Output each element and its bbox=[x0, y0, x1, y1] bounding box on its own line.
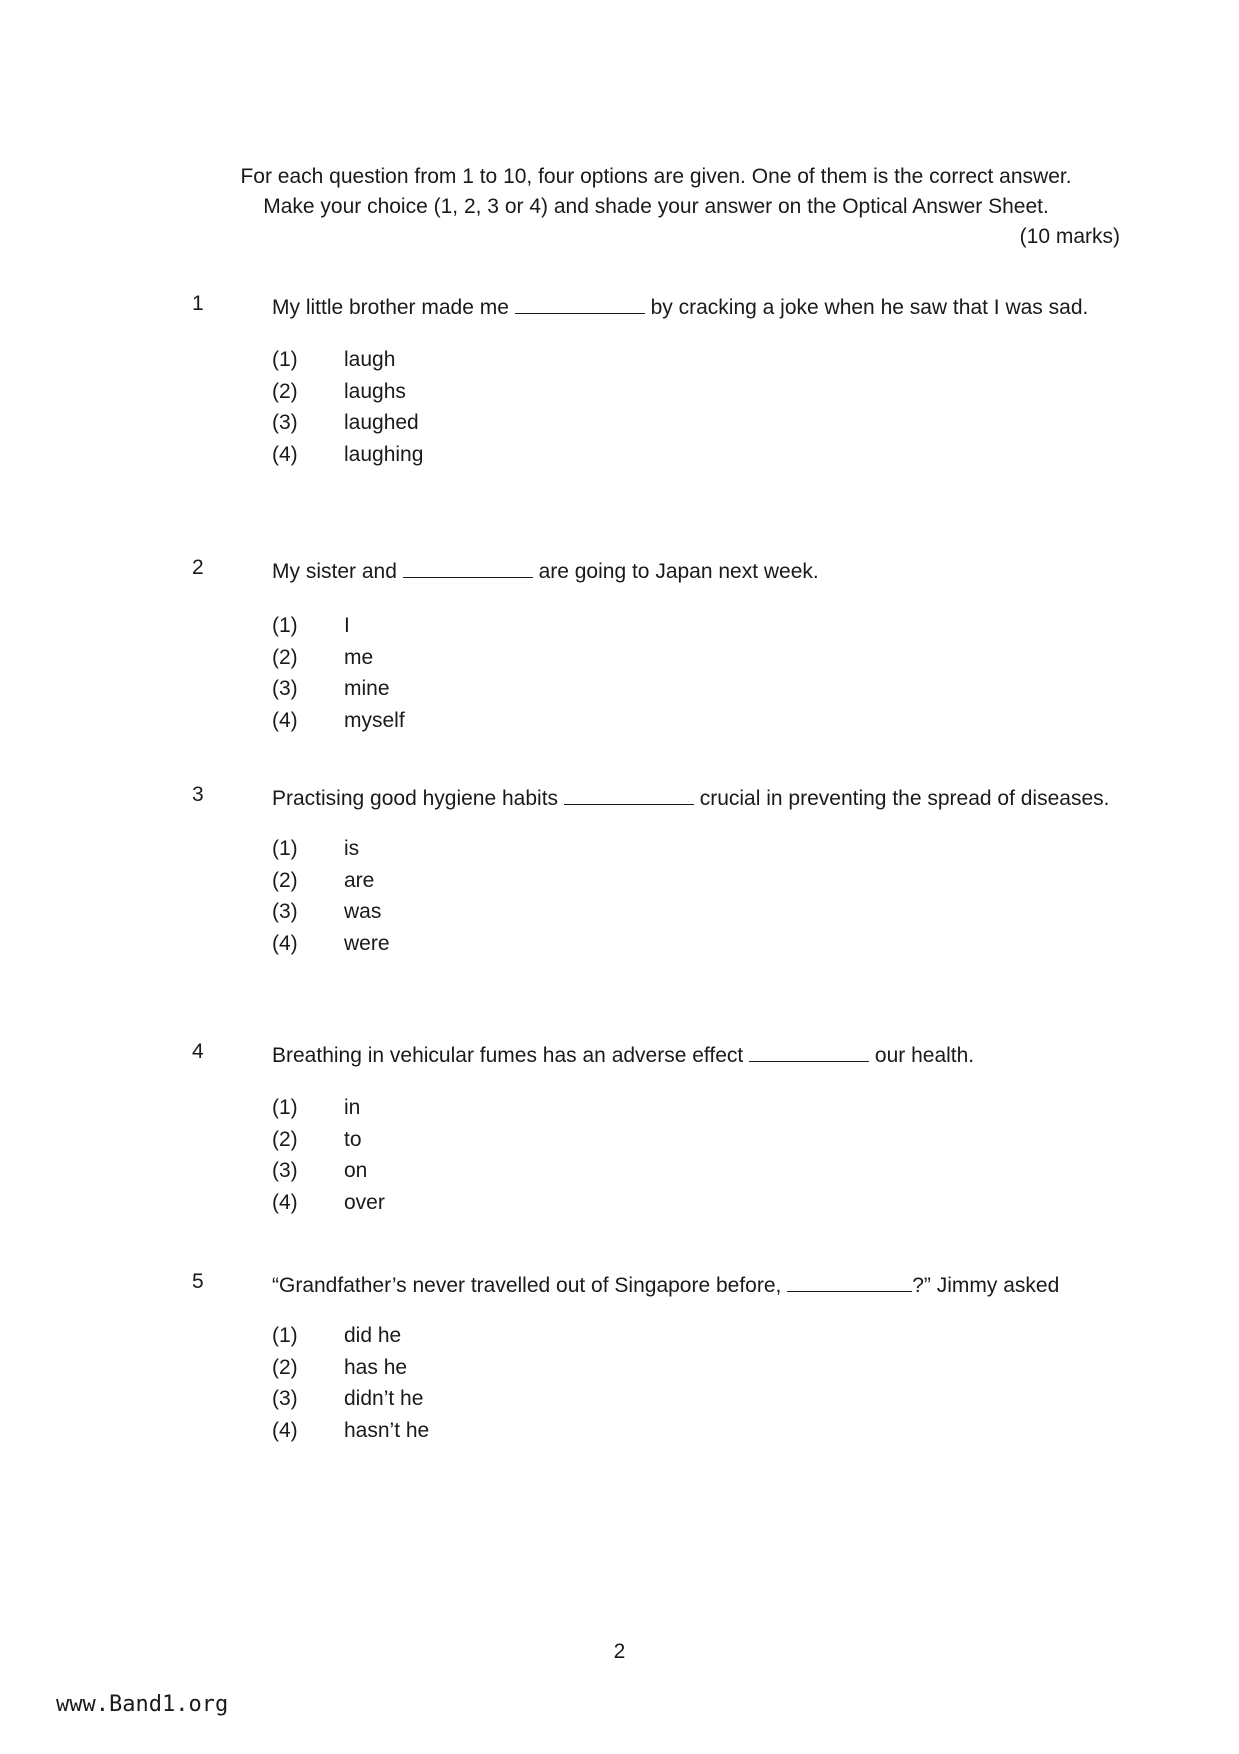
option-text: laugh bbox=[344, 348, 396, 371]
option bbox=[272, 344, 1120, 376]
option-text: myself bbox=[344, 708, 405, 732]
option-text: on bbox=[344, 1159, 368, 1182]
question-text-before: My sister and bbox=[272, 560, 397, 583]
option-text: hasn’t he bbox=[344, 1418, 430, 1442]
question-text-before: Practising good hygiene habits bbox=[272, 787, 559, 810]
option bbox=[272, 1415, 1120, 1447]
question-text-before: “Grandfather’s never travelled out of Singapore before, bbox=[272, 1274, 782, 1297]
option bbox=[272, 1352, 1120, 1384]
option-number: (3) bbox=[272, 1387, 298, 1410]
footer-watermark: www.Band1.org bbox=[56, 1692, 229, 1717]
option-text: mine bbox=[344, 677, 390, 700]
option-number: (4) bbox=[272, 708, 298, 732]
option-number: (1) bbox=[272, 614, 298, 637]
option bbox=[272, 1092, 1120, 1124]
answer-blank bbox=[749, 1043, 869, 1062]
question-5 bbox=[192, 1270, 1120, 1446]
option-number: (1) bbox=[272, 837, 298, 860]
option bbox=[272, 1155, 1120, 1187]
question-number: 4 bbox=[192, 1040, 204, 1063]
option-list bbox=[272, 344, 1120, 470]
option bbox=[272, 376, 1120, 408]
question-text-after: are going to Japan next week. bbox=[538, 560, 819, 583]
option-list bbox=[272, 833, 1120, 959]
option-text: didn’t he bbox=[344, 1387, 424, 1410]
question-3 bbox=[192, 783, 1120, 959]
option-number: (3) bbox=[272, 411, 298, 434]
option bbox=[272, 407, 1120, 439]
option bbox=[272, 610, 1120, 642]
question-text-before: My little brother made me bbox=[272, 296, 509, 319]
option-number: (3) bbox=[272, 677, 298, 700]
option-text: laughing bbox=[344, 442, 424, 466]
option bbox=[272, 642, 1120, 674]
option bbox=[272, 1320, 1120, 1352]
option-number: (3) bbox=[272, 1159, 298, 1182]
answer-blank bbox=[564, 786, 694, 805]
option bbox=[272, 705, 1120, 737]
question-1 bbox=[192, 292, 1120, 470]
option-number: (4) bbox=[272, 1190, 298, 1214]
question-text bbox=[272, 292, 1120, 324]
question-number: 1 bbox=[192, 292, 204, 315]
option bbox=[272, 1187, 1120, 1219]
option-number: (2) bbox=[272, 868, 298, 892]
question-2 bbox=[192, 556, 1120, 736]
option-number: (4) bbox=[272, 1418, 298, 1442]
option-number: (3) bbox=[272, 900, 298, 923]
option-text: to bbox=[344, 1127, 362, 1151]
option-text: were bbox=[344, 931, 390, 955]
option-number: (2) bbox=[272, 1355, 298, 1379]
option bbox=[272, 673, 1120, 705]
question-text-after: ?” Jimmy asked bbox=[912, 1274, 1060, 1297]
marks-label: (10 marks) bbox=[1019, 225, 1120, 248]
question-text bbox=[272, 1040, 1120, 1072]
question-4 bbox=[192, 1040, 1120, 1218]
instructions-line-2: Make your choice (1, 2, 3 or 4) and shade your answer on the Optical Answer Sheet. bbox=[263, 195, 1049, 218]
option bbox=[272, 928, 1120, 960]
option-text: are bbox=[344, 868, 375, 892]
option-text: me bbox=[344, 645, 374, 669]
option-list bbox=[272, 1092, 1120, 1218]
question-text-after: crucial in preventing the spread of diseases. bbox=[699, 787, 1110, 810]
question-number: 3 bbox=[192, 783, 204, 806]
option-text: is bbox=[344, 837, 360, 860]
option-number: (2) bbox=[272, 645, 298, 669]
option-text: did he bbox=[344, 1324, 402, 1347]
question-text bbox=[272, 783, 1120, 815]
option bbox=[272, 439, 1120, 471]
option bbox=[272, 833, 1120, 865]
answer-blank bbox=[787, 1273, 912, 1292]
answer-blank bbox=[515, 295, 645, 314]
question-text bbox=[272, 1270, 1120, 1302]
option-number: (1) bbox=[272, 1324, 298, 1347]
option-text: was bbox=[344, 900, 382, 923]
question-number: 2 bbox=[192, 556, 204, 579]
question-text bbox=[272, 556, 1120, 588]
option-number: (1) bbox=[272, 348, 298, 371]
option-number: (4) bbox=[272, 931, 298, 955]
option bbox=[272, 896, 1120, 928]
option-number: (2) bbox=[272, 379, 298, 403]
option-text: over bbox=[344, 1190, 385, 1214]
question-number: 5 bbox=[192, 1270, 204, 1293]
option bbox=[272, 1383, 1120, 1415]
answer-blank bbox=[403, 559, 533, 578]
question-text-after: our health. bbox=[874, 1044, 975, 1067]
option-list bbox=[272, 1320, 1120, 1446]
question-text-before: Breathing in vehicular fumes has an adverse effect bbox=[272, 1044, 744, 1067]
option-number: (2) bbox=[272, 1127, 298, 1151]
option-text: in bbox=[344, 1096, 361, 1119]
option-text: laughs bbox=[344, 379, 406, 403]
option bbox=[272, 1124, 1120, 1156]
option-number: (1) bbox=[272, 1096, 298, 1119]
option-number: (4) bbox=[272, 442, 298, 466]
option-list bbox=[272, 610, 1120, 736]
question-text-after: by cracking a joke when he saw that I was sad. bbox=[650, 296, 1089, 319]
option-text: has he bbox=[344, 1355, 408, 1379]
option-text: laughed bbox=[344, 411, 419, 434]
page-number: 2 bbox=[613, 1640, 626, 1663]
instructions-line-1: For each question from 1 to 10, four options are given. One of them is the correct answer. bbox=[240, 165, 1072, 188]
instructions bbox=[192, 162, 1120, 252]
option-text: I bbox=[344, 614, 350, 637]
option bbox=[272, 865, 1120, 897]
